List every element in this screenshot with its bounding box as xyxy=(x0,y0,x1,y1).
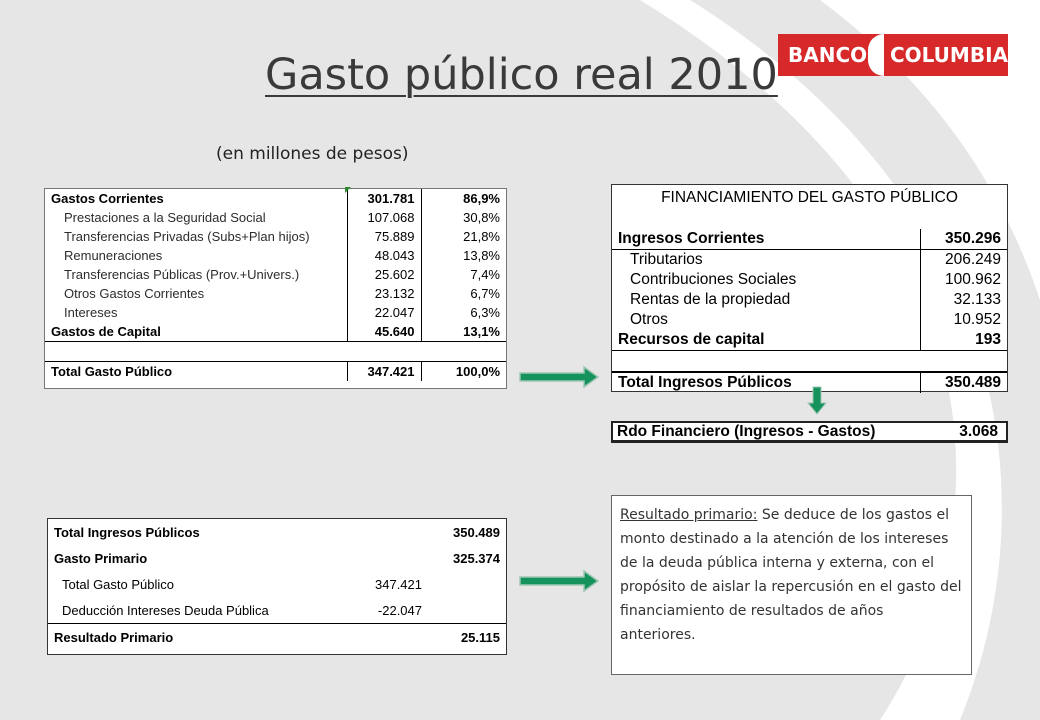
row-label: Ingresos Corrientes xyxy=(618,230,765,247)
row-value xyxy=(347,342,421,362)
row-sub-value xyxy=(318,545,428,571)
bank-logo xyxy=(778,34,1008,76)
row-pct xyxy=(421,342,506,362)
row-value: 107.068 xyxy=(347,208,421,227)
resultado-financiero-value: 3.068 xyxy=(959,422,998,440)
row-sub-value: 347.421 xyxy=(375,576,422,592)
row-label: Tributarios xyxy=(612,250,920,271)
row-sub-value xyxy=(318,624,428,651)
row-label: Otros xyxy=(630,311,668,328)
row-value: 48.043 xyxy=(347,246,421,265)
row-label: Gastos de Capital xyxy=(51,324,161,339)
row-label: Remuneraciones xyxy=(64,248,163,263)
row-value: 350.489 xyxy=(453,524,500,540)
row-label: Resultado Primario xyxy=(48,624,318,651)
table-row xyxy=(612,229,1007,250)
table-row xyxy=(612,330,1007,351)
table-row xyxy=(45,227,506,246)
table-row xyxy=(612,310,1007,330)
down-arrow-icon xyxy=(806,386,828,416)
logo-right-text: COLUMBIA xyxy=(889,43,1008,67)
row-label xyxy=(45,342,347,362)
row-label: Transferencias Públicas (Prov.+Univers.) xyxy=(64,267,300,282)
row-value xyxy=(920,209,1007,229)
row-label: Rentas de la propiedad xyxy=(630,291,791,308)
row-pct: 21,8% xyxy=(421,227,506,246)
row-value xyxy=(428,571,506,597)
row-value: 45.640 xyxy=(347,322,421,342)
page-subtitle: (en millones de pesos) xyxy=(216,144,409,164)
note-text: Se deduce de los gastos el monto destinado a la atención de los intereses de la deuda pública interna y externa, con el propósito de aislar la repercusión en el gasto del financiamiento de resultados de años anteriores. xyxy=(620,507,962,643)
row-value: 100.962 xyxy=(920,270,1007,290)
row-value: 350.296 xyxy=(920,229,1007,250)
row-value xyxy=(428,597,506,624)
primario-table xyxy=(48,519,506,650)
row-sub-value: -22.047 xyxy=(377,602,422,618)
row-label: Transferencias Privadas (Subs+Plan hijos) xyxy=(64,229,310,244)
note-term: Resultado primario: xyxy=(620,507,758,523)
row-sub-value xyxy=(318,519,428,545)
logo-left-text: BANCO xyxy=(788,43,868,67)
row-pct: 100,0% xyxy=(421,362,506,382)
table-row xyxy=(45,322,506,342)
row-label: Prestaciones a la Seguridad Social xyxy=(64,210,266,225)
table-row xyxy=(48,519,506,545)
row-value: 25.115 xyxy=(428,624,506,651)
primario-table-panel xyxy=(47,518,507,655)
cell-marker-icon xyxy=(345,187,353,195)
logo-separator xyxy=(868,34,884,76)
table-row xyxy=(48,597,506,624)
table-row xyxy=(45,342,506,362)
row-pct: 13,1% xyxy=(421,322,506,342)
row-value: 22.047 xyxy=(347,303,421,322)
gastos-table xyxy=(45,189,506,381)
resultado-financiero-row xyxy=(611,421,1008,443)
row-value: 301.781 xyxy=(347,189,421,208)
row-value: 347.421 xyxy=(347,362,421,382)
resultado-financiero-label: Rdo Financiero (Ingresos - Gastos) xyxy=(617,422,876,440)
row-label: Otros Gastos Corrientes xyxy=(64,286,205,301)
row-value: 32.133 xyxy=(920,290,1007,310)
row-label: Total Gasto Público xyxy=(45,362,347,382)
table-row xyxy=(45,189,506,208)
row-value: 25.602 xyxy=(347,265,421,284)
row-value: 193 xyxy=(920,330,1007,351)
row-label: Intereses xyxy=(64,305,118,320)
page-title: Gasto público real 2010 xyxy=(265,50,778,100)
table-row xyxy=(45,265,506,284)
row-value: 206.249 xyxy=(920,250,1007,271)
row-label: Recursos de capital xyxy=(618,331,765,348)
table-row xyxy=(45,303,506,322)
gastos-table-panel xyxy=(44,188,507,389)
table-row xyxy=(48,571,506,597)
table-row xyxy=(612,270,1007,290)
row-value: 325.374 xyxy=(453,550,500,566)
table-row xyxy=(612,209,1007,229)
row-pct: 30,8% xyxy=(421,208,506,227)
row-label xyxy=(612,351,920,373)
row-pct: 6,7% xyxy=(421,284,506,303)
row-label xyxy=(612,209,920,229)
right-arrow-icon xyxy=(518,568,602,594)
table-row xyxy=(45,284,506,303)
table-row xyxy=(45,362,506,382)
row-value: 23.132 xyxy=(347,284,421,303)
financiamiento-table-panel xyxy=(611,184,1008,392)
row-label: Deducción Intereses Deuda Pública xyxy=(62,602,269,618)
row-pct: 6,3% xyxy=(421,303,506,322)
resultado-primario-note xyxy=(611,495,972,675)
financiamiento-title: FINANCIAMIENTO DEL GASTO PÚBLICO xyxy=(661,189,958,206)
row-value: 75.889 xyxy=(347,227,421,246)
row-value: 10.952 xyxy=(920,310,1007,330)
table-row xyxy=(48,545,506,571)
table-row xyxy=(48,624,506,651)
table-row xyxy=(45,246,506,265)
row-label: Gasto Primario xyxy=(54,550,148,566)
row-pct: 7,4% xyxy=(421,265,506,284)
financiamiento-table xyxy=(612,209,1007,393)
row-value: 350.489 xyxy=(920,372,1007,393)
table-row xyxy=(612,290,1007,310)
row-value xyxy=(920,351,1007,373)
table-row xyxy=(45,208,506,227)
right-arrow-icon xyxy=(518,364,602,390)
row-pct: 13,8% xyxy=(421,246,506,265)
row-label: Total Gasto Público xyxy=(62,576,175,592)
row-label: Gastos Corrientes xyxy=(51,191,164,206)
table-row xyxy=(612,351,1007,373)
row-pct: 86,9% xyxy=(421,189,506,208)
table-row xyxy=(612,250,1007,271)
row-label: Total Ingresos Públicos xyxy=(54,524,200,540)
row-label: Contribuciones Sociales xyxy=(630,271,797,288)
row-label: Total Ingresos Públicos xyxy=(612,372,920,393)
